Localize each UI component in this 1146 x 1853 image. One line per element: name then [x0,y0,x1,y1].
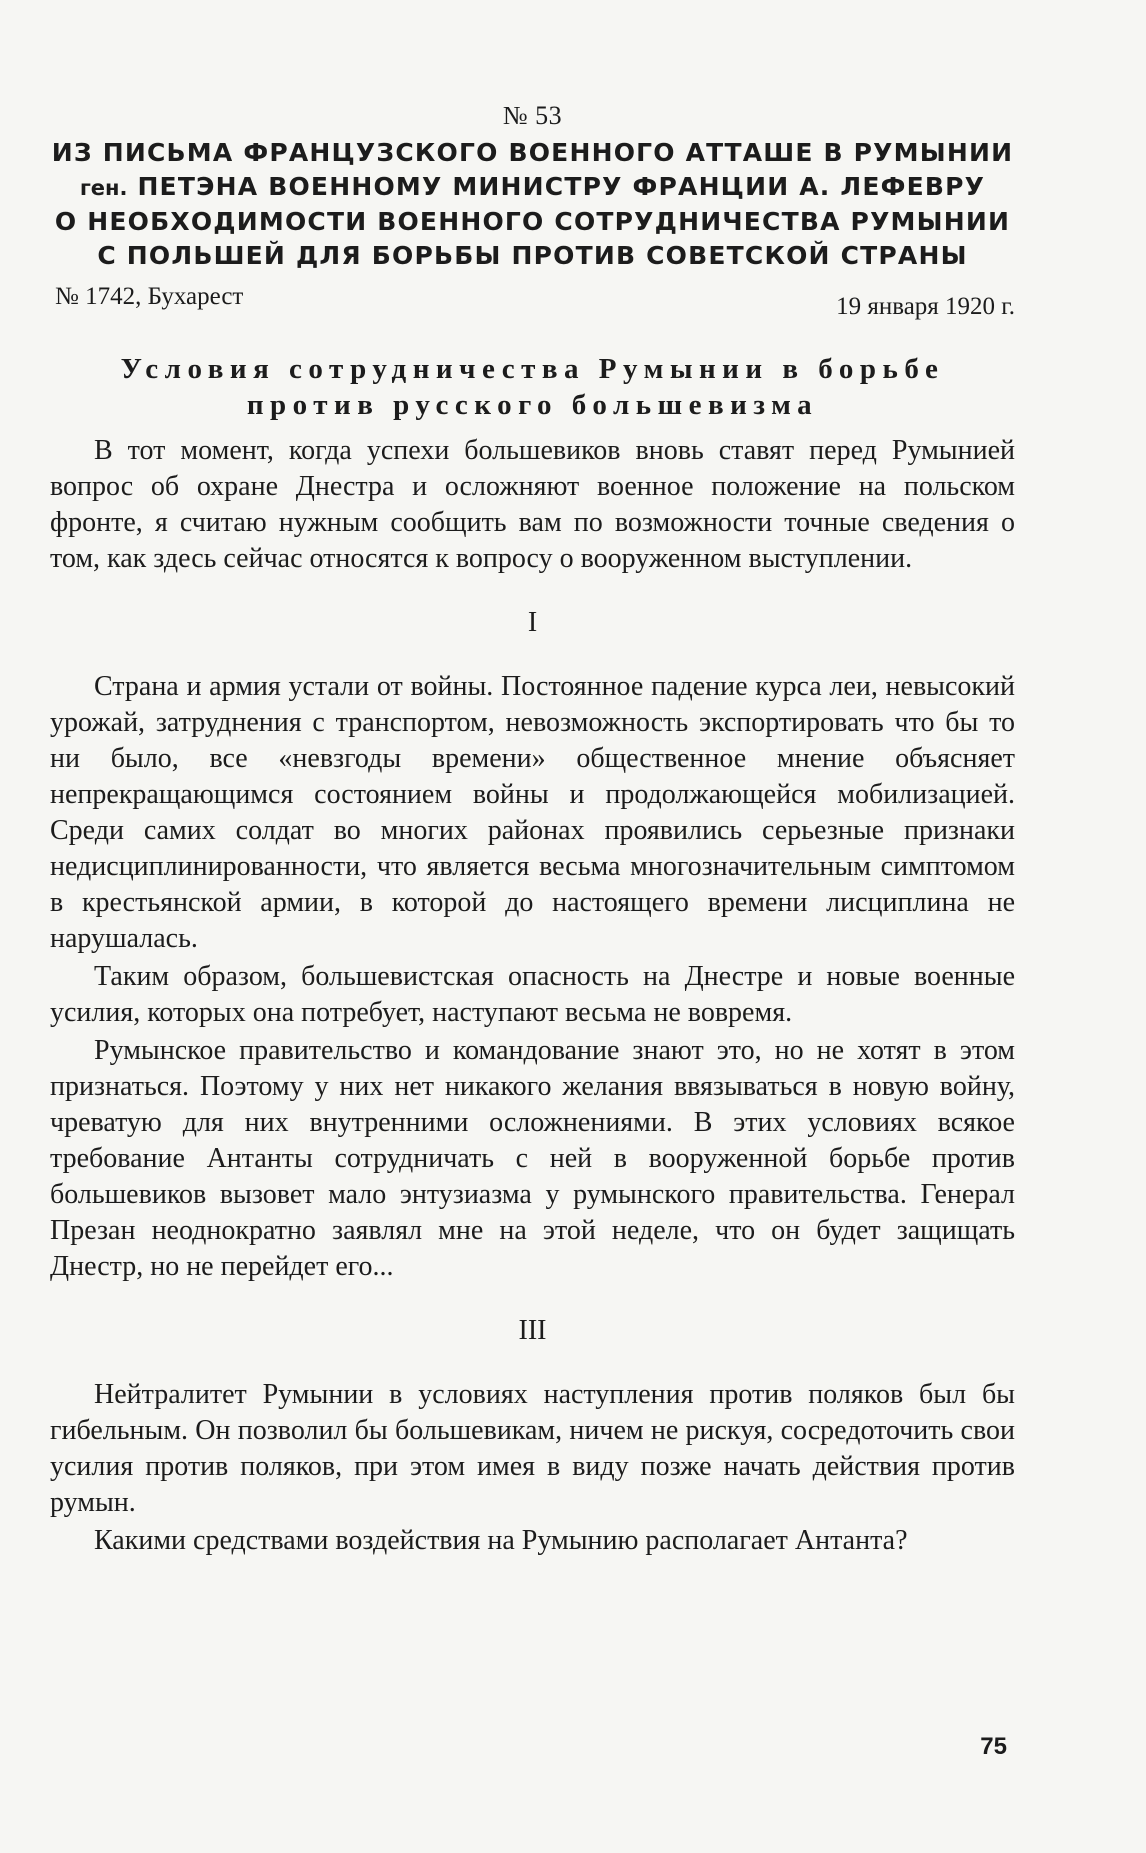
title-rank-abbrev: ген. [79,176,128,200]
title-line-4: С ПОЛЬШЕЙ ДЛЯ БОРЬБЫ ПРОТИВ СОВЕТСКОЙ СТРАНЫ [97,241,968,270]
intro-paragraph: В тот момент, когда успехи большевиков вновь ставят перед Румынией вопрос об охране Днестра и осложняют военное положение на польском фронте, я считаю нужным сообщить вам по возможности точные сведения о том, как здесь сейчас относятся к вопросу о вооруженном выступлении. [50,435,1015,574]
part-one-paragraph-1: Страна и армия устали от войны. Постоянное падение курса леи, невысокий урожай, затруднения с транспортом, невозможность экспортировать что бы то ни было, все «невзгоды времени» общественное мнение объясняет непрекращающимся состоянием войны и продолжающейся мобилизацией. Среди самих солдат во многих районах проявились серьезные признаки недисциплинированности, что является весьма многозначительным симптомом в крестьянской армии, в которой до настоящего времени лисциплина не нарушалась. [50,671,1015,954]
document-number: № 53 [502,101,563,130]
document-page [50,100,1015,1820]
section-title-line-1: Условия сотрудничества Румынии в борьбе [120,353,945,385]
letter-date: 19 января 1920 г. [836,293,1015,320]
part-one-paragraph-2: Таким образом, большевистская опасность на Днестре и новые военные усилия, которых она потребует, наступают весьма не вовремя. [50,961,1015,1028]
title-line-3: О НЕОБХОДИМОСТИ ВОЕННОГО СОТРУДНИЧЕСТВА РУМЫНИИ [54,207,1011,236]
page-number: 75 [980,1733,1007,1760]
letter-reference: № 1742, Бухарест [55,283,244,310]
part-one-numeral: I [527,607,538,638]
part-three-numeral: III [518,1315,547,1346]
letter-meta [50,283,1015,327]
title-line-2-text: ПЕТЭНА ВОЕННОМУ МИНИСТРУ ФРАНЦИИ А. ЛЕФЕВРУ [137,172,986,201]
title-line-2 [50,170,1015,205]
section-title-line-2: против русского большевизма [246,389,819,421]
part-three-paragraph-1: Нейтралитет Румынии в условиях наступления против поляков был бы гибельным. Он позволил бы большевикам, ничем не рискуя, сосредоточить свои усилия против поляков, при этом имея в виду позже начать действия против румын. [50,1379,1015,1518]
document-title [50,136,1015,273]
part-three-paragraph-2: Какими средствами воздействия на Румынию располагает Антанта? [94,1525,908,1556]
section-title [50,351,1015,423]
part-one-paragraph-3: Румынское правительство и командование знают это, но не хотят в этом признаться. Поэтому у них нет никакого желания ввязываться в новую войну, чреватую для них внутренними осложнениями. В этих условиях всякое требование Антанты сотрудничать с ней в вооруженной борьбе против большевиков вызовет мало энтузиазма у румынского правительства. Генерал Презан неоднократно заявлял мне на этой неделе, что он будет защищать Днестр, но не перейдет его... [50,1035,1015,1282]
title-line-1: ИЗ ПИСЬМА ФРАНЦУЗСКОГО ВОЕННОГО АТТАШЕ В РУМЫНИИ [51,138,1014,167]
